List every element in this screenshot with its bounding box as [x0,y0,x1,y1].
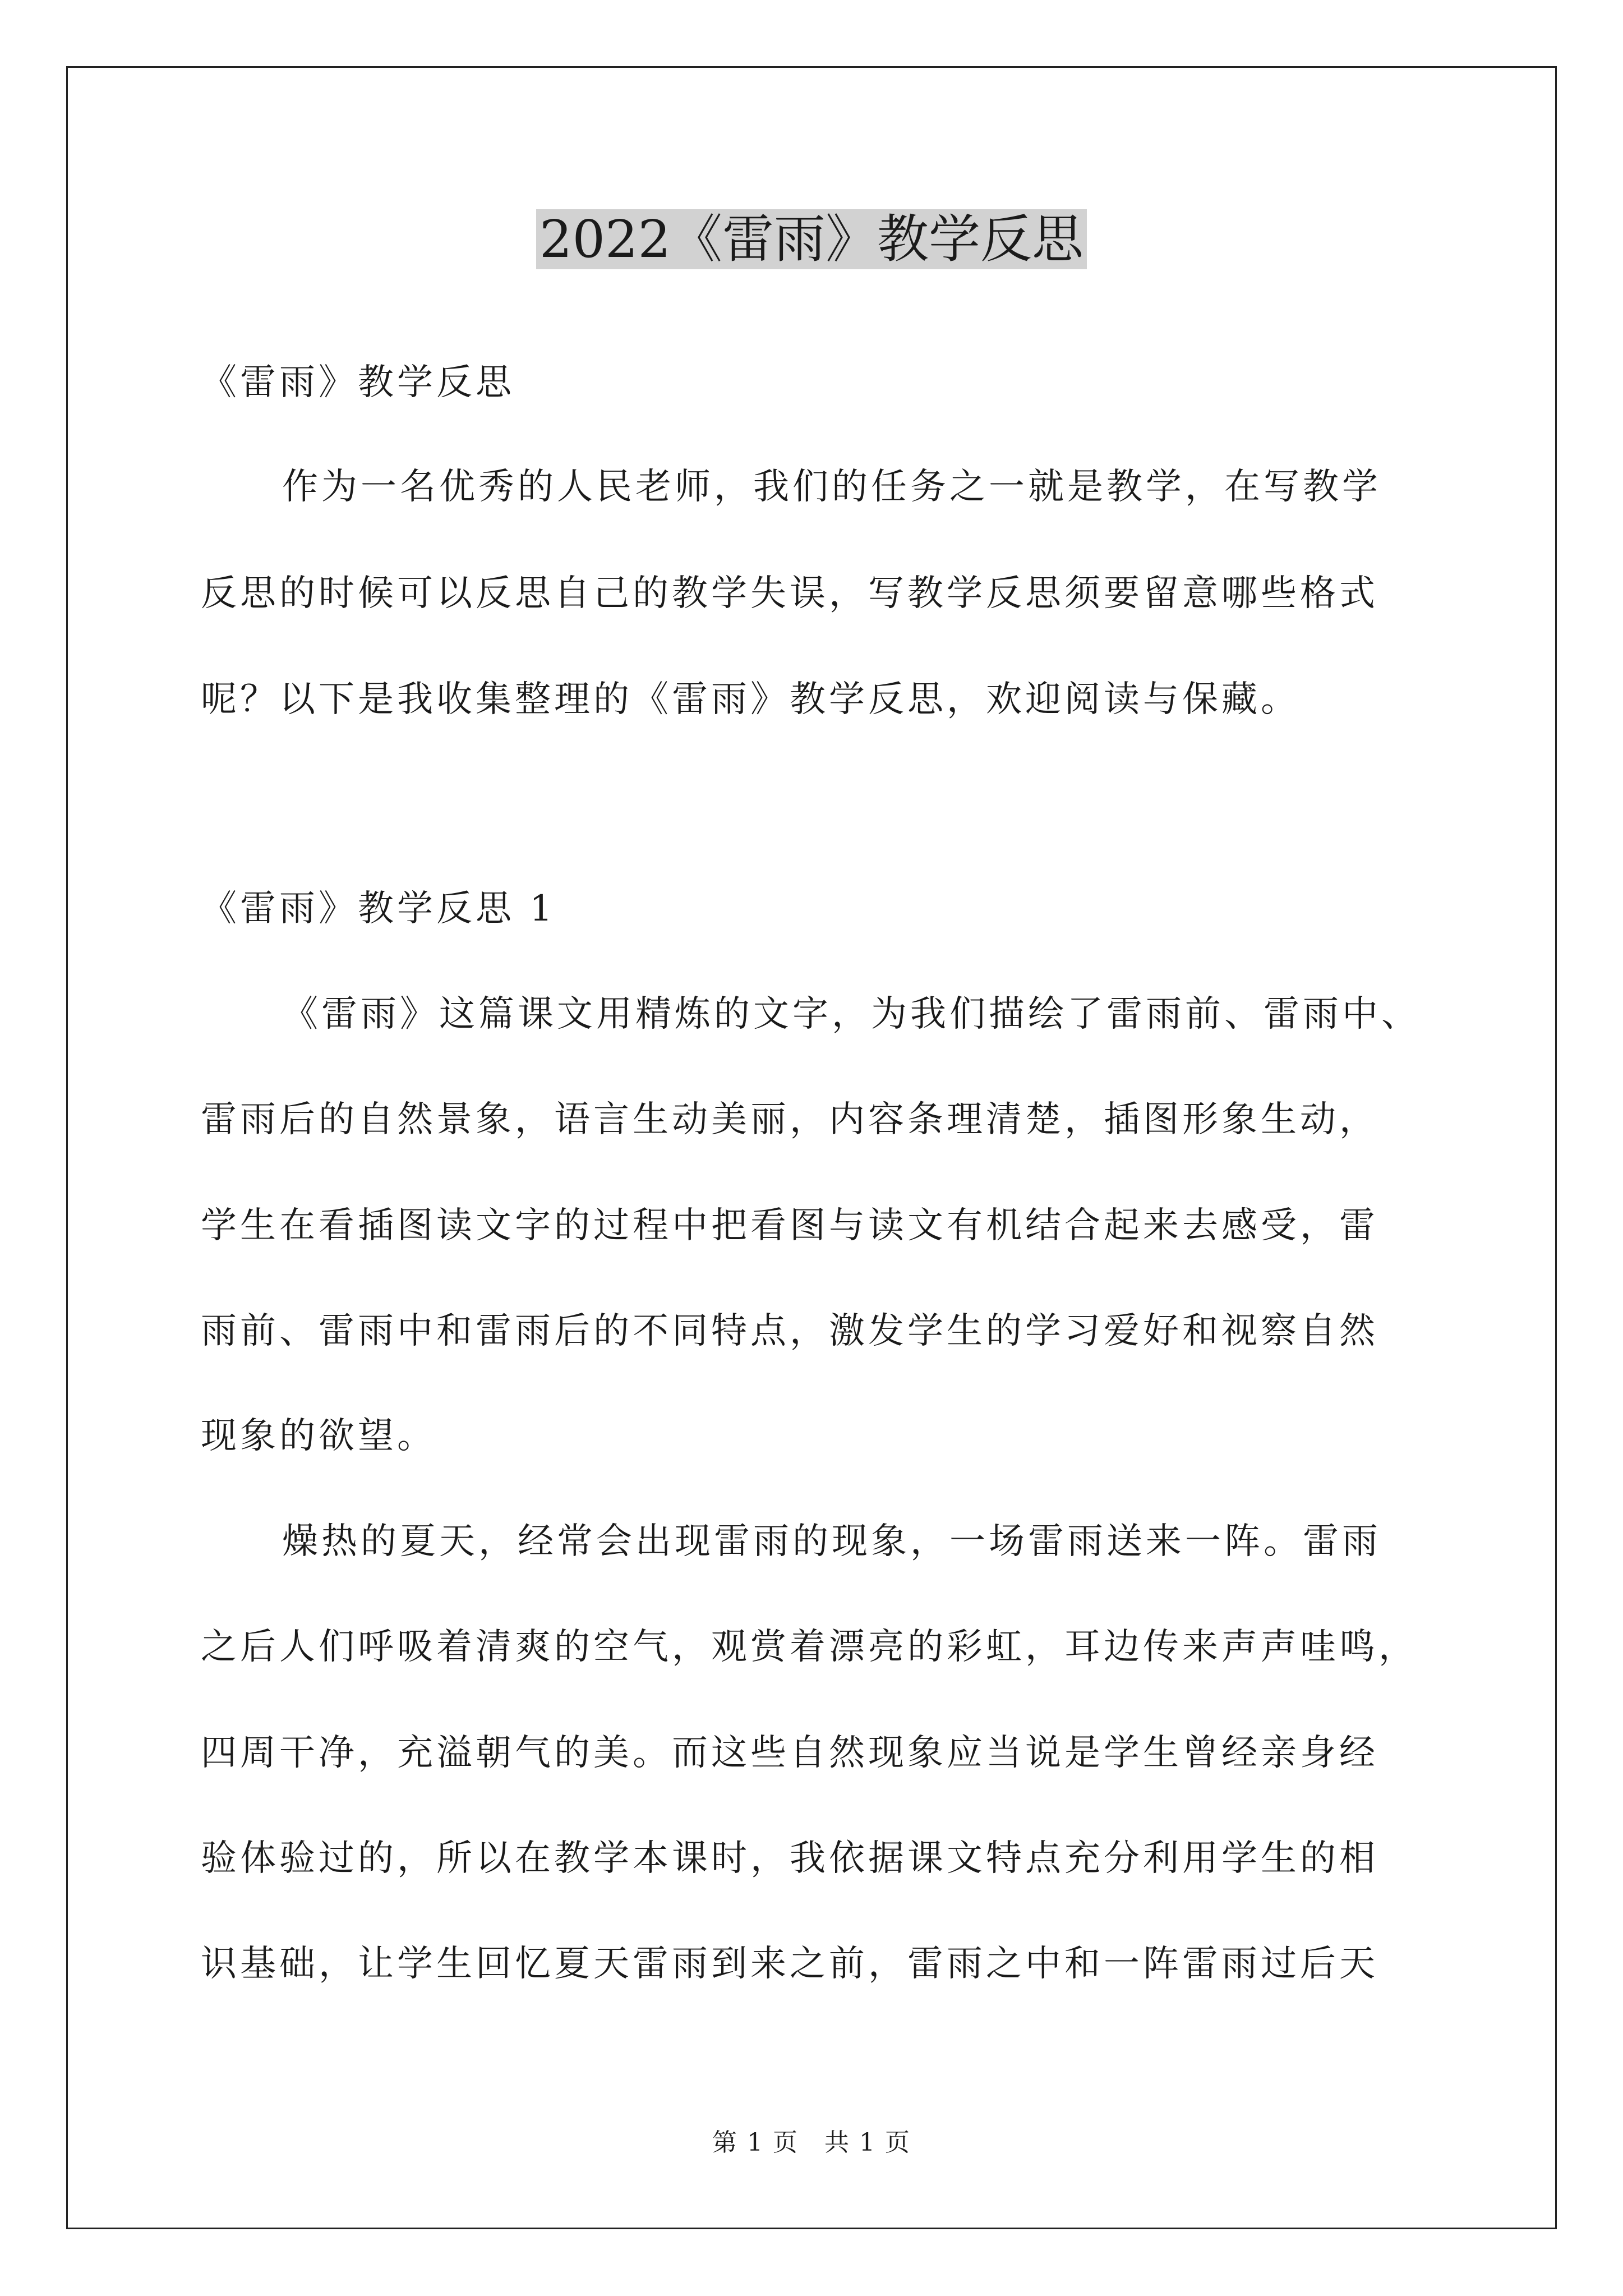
page-footer: 第 1 页 共 1 页 [712,2128,911,2157]
document-title-text: 2022《雷雨》教学反思 [536,209,1087,269]
paragraph1-line: 雨前、雷雨中和雷雨后的不同特点，激发学生的学习爱好和视察自然 [201,1310,1378,1352]
intro-line: 作为一名优秀的人民老师，我们的任务之一就是教学，在写教学 [282,466,1381,508]
intro-line: 呢？以下是我收集整理的《雷雨》教学反思，欢迎阅读与保藏。 [201,679,1300,720]
paragraph2-line: 之后人们呼吸着清爽的空气，观赏着漂亮的彩虹，耳边传来声声哇鸣， [201,1626,1418,1668]
section-heading: 《雷雨》教学反思 1 [201,888,556,930]
intro-heading: 《雷雨》教学反思 [201,362,515,403]
paragraph2-line: 验体验过的，所以在教学本课时，我依据课文特点充分利用学生的相 [201,1838,1378,1879]
paragraph2-line: 识基础，让学生回忆夏天雷雨到来之前，雷雨之中和一阵雷雨过后天 [201,1943,1378,1985]
intro-line: 反思的时候可以反思自己的教学失误，写教学反思须要留意哪些格式 [201,573,1378,614]
document-title [0,203,1623,276]
paragraph1-line: 《雷雨》这篇课文用精炼的文字，为我们描绘了雷雨前、雷雨中、 [282,993,1421,1035]
paragraph2-line: 四周干净，充溢朝气的美。而这些自然现象应当说是学生曾经亲身经 [201,1732,1378,1774]
paragraph1-line: 雷雨后的自然景象，语言生动美丽，内容条理清楚，插图形象生动， [201,1099,1378,1140]
paragraph1-line: 学生在看插图读文字的过程中把看图与读文有机结合起来去感受，雷 [201,1205,1378,1246]
paragraph2-line: 燥热的夏天，经常会出现雷雨的现象，一场雷雨送来一阵。雷雨 [282,1521,1381,1562]
paragraph1-line: 现象的欲望。 [201,1415,436,1457]
